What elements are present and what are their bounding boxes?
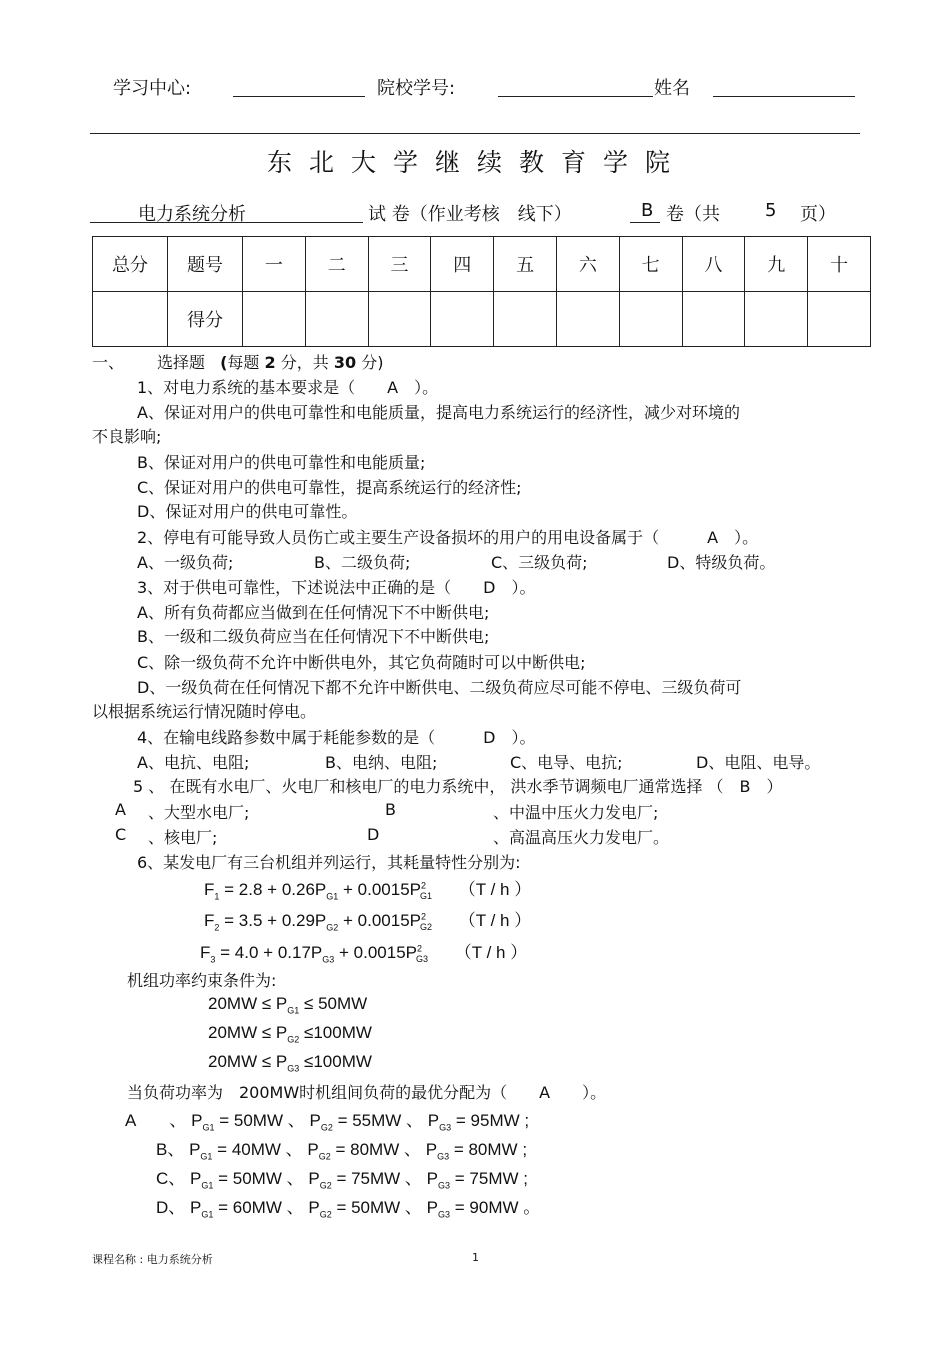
opt-p2: P xyxy=(308,1198,320,1217)
q1-option-a-cont: 不良影响; xyxy=(92,427,162,446)
q4-option-b: B、电纳、电阻; xyxy=(325,753,438,772)
score-cell xyxy=(808,292,871,347)
score-cell xyxy=(745,292,808,347)
q3-option-c: C、除一级负荷不允许中断供电外，其它负荷随时可以中断供电; xyxy=(137,653,586,672)
opt-s1: G1 xyxy=(201,1180,214,1191)
con-op2: ≤100MW xyxy=(304,1023,372,1042)
score-cell xyxy=(682,292,745,347)
constraint-title: 机组功率约束条件为: xyxy=(127,971,277,990)
volume-suffix: 卷（共 xyxy=(666,204,720,225)
opt-p2: P xyxy=(309,1111,321,1130)
eq-lhs-sub: 1 xyxy=(214,891,220,902)
score-cell xyxy=(619,292,682,347)
eq-unit: （T / h ） xyxy=(458,880,532,899)
con-sub: G2 xyxy=(287,1034,300,1045)
q3-option-b: B、一级和二级负荷应当在任何情况下不中断供电; xyxy=(137,627,490,646)
q1-stem: 1、对电力系统的基本要求是（ A ）。 xyxy=(137,378,439,397)
constraint-3 xyxy=(208,1052,372,1073)
q1-option-b: B、保证对用户的供电可靠性和电能质量; xyxy=(137,453,426,472)
opt-v1: = 60MW 、 xyxy=(218,1198,304,1217)
paper-type: 试 卷（作业考核 线下） xyxy=(368,204,572,225)
eq-lhs-sub: 3 xyxy=(210,954,216,965)
opt-p2: P xyxy=(307,1140,319,1159)
score-cell xyxy=(368,292,431,347)
footer-course: 课程名称 : 电力系统分析 xyxy=(92,1253,213,1266)
eq-lhs: F xyxy=(204,880,215,899)
q5-option-a: 、大型水电厂; xyxy=(148,803,250,822)
eq-c0: = 3.5 xyxy=(224,911,263,930)
question-header: 五 xyxy=(494,237,557,292)
points-each: 2 xyxy=(264,353,276,372)
q5-option-d-letter: D xyxy=(367,825,380,844)
q2-option-d: D、特级负荷。 xyxy=(667,553,776,572)
eq-lhs-sub: 2 xyxy=(214,922,220,933)
opt-v3: = 75MW ; xyxy=(454,1169,528,1188)
eq-sub2: G1 xyxy=(420,891,433,902)
eq-c0: = 2.8 xyxy=(224,880,263,899)
opt-s3: G3 xyxy=(438,1180,451,1191)
opt-v1: = 50MW 、 xyxy=(218,1169,304,1188)
question-header: 八 xyxy=(682,237,745,292)
page-title: 东北大学继续教育学院 xyxy=(267,148,688,177)
opt-s1: G1 xyxy=(200,1151,213,1162)
name-blank xyxy=(713,96,855,97)
eq-sup2: 2 xyxy=(417,943,423,954)
score-cell xyxy=(243,292,306,347)
opt-v2: = 55MW 、 xyxy=(337,1111,424,1130)
eq-sub1: G2 xyxy=(326,922,339,933)
eq-c1: + 0.29P xyxy=(267,911,327,930)
note-each: 每题 xyxy=(227,353,260,372)
q2-option-a: A、一级负荷; xyxy=(137,553,234,572)
question-header: 六 xyxy=(556,237,619,292)
opt-v2: = 80MW 、 xyxy=(335,1140,421,1159)
score-label: 得分 xyxy=(168,292,243,347)
opt-s2: G2 xyxy=(318,1151,331,1162)
q1-option-c: C、保证对用户的供电可靠性，提高系统运行的经济性; xyxy=(137,478,522,497)
name-label: 姓名 xyxy=(654,78,690,99)
opt-v1: = 40MW 、 xyxy=(217,1140,303,1159)
q6-question: 当负荷功率为 200MW时机组间负荷的最优分配为（ A ）。 xyxy=(127,1083,607,1102)
opt-v1: = 50MW 、 xyxy=(219,1111,305,1130)
question-header: 十 xyxy=(808,237,871,292)
note-open: ( xyxy=(220,353,228,372)
q5-option-c-letter: C xyxy=(115,825,127,844)
score-cell xyxy=(556,292,619,347)
question-header: 一 xyxy=(243,237,306,292)
q3-option-d-cont: 以根据系统运行情况随时停电。 xyxy=(92,702,317,721)
constraint-2 xyxy=(208,1023,372,1044)
q4-option-a: A、电抗、电阻; xyxy=(137,753,250,772)
total-score-label: 总分 xyxy=(93,237,168,292)
question-number-row xyxy=(93,237,871,292)
question-header: 三 xyxy=(368,237,431,292)
study-center-label: 学习中心: xyxy=(113,78,192,99)
opt-v3: = 80MW ; xyxy=(453,1140,528,1159)
eq-c1: + 0.26P xyxy=(267,880,327,899)
eq-unit: （T / h ） xyxy=(458,911,532,930)
eq-sup2: 2 xyxy=(421,880,427,891)
section-number: 一、 xyxy=(92,353,125,372)
q1-option-a: A、保证对用户的供电可靠性和电能质量，提高电力系统运行的经济性，减少对环境的 xyxy=(137,403,740,422)
pages-suffix: 页） xyxy=(800,204,836,225)
q2-stem: 2、停电有可能导致人员伤亡或主要生产设备损坏的用户的用电设备属于（ A ）。 xyxy=(137,528,759,547)
q5-option-c: 、核电厂; xyxy=(148,828,218,847)
opt-p3: P xyxy=(426,1198,439,1217)
opt-v2: = 75MW 、 xyxy=(336,1169,422,1188)
con-low: 20MW xyxy=(208,994,258,1013)
eq-lhs: F xyxy=(204,911,215,930)
note-unit: 分，共 xyxy=(280,353,329,372)
eq-c2: + 0.0015P xyxy=(343,880,421,899)
opt-p3: P xyxy=(426,1169,439,1188)
con-op1: ≤ P xyxy=(261,1023,288,1042)
opt-letter: A 、 xyxy=(125,1111,187,1130)
eq-c0: = 4.0 xyxy=(220,943,259,962)
q3-option-a: A、所有负荷都应当做到在任何情况下不中断供电; xyxy=(137,603,490,622)
con-op1: ≤ P xyxy=(261,1052,288,1071)
q2-option-b: B、二级负荷; xyxy=(314,553,411,572)
cost-equation-2 xyxy=(204,906,531,932)
pages-total: 5 xyxy=(765,200,777,221)
total-score-cell xyxy=(93,292,168,347)
q6-option-a xyxy=(125,1106,529,1132)
opt-v3: = 95MW ; xyxy=(455,1111,530,1130)
eq-sup2: 2 xyxy=(421,911,427,922)
opt-s3: G3 xyxy=(437,1151,450,1162)
section-title xyxy=(157,350,383,373)
q4-option-c: C、电导、电抗; xyxy=(510,753,623,772)
con-op1: ≤ P xyxy=(261,994,288,1013)
opt-v2: = 50MW 、 xyxy=(336,1198,422,1217)
eq-lhs: F xyxy=(200,943,211,962)
opt-p2: P xyxy=(308,1169,320,1188)
course-name: 电力系统分析 xyxy=(138,204,246,225)
opt-p3: P xyxy=(427,1111,440,1130)
score-cell xyxy=(494,292,557,347)
q5-stem: 5 、 在既有水电厂、火电厂和核电厂的电力系统中， 洪水季节调频电厂通常选择 （ B ） xyxy=(133,777,783,796)
opt-s3: G3 xyxy=(438,1209,451,1220)
opt-p3: P xyxy=(425,1140,438,1159)
con-sub: G3 xyxy=(287,1063,300,1074)
eq-c1: + 0.17P xyxy=(263,943,323,962)
student-id-blank xyxy=(498,96,653,97)
question-header: 七 xyxy=(619,237,682,292)
score-cell xyxy=(431,292,494,347)
opt-p1: P xyxy=(190,1169,202,1188)
eq-unit: （T / h ） xyxy=(454,943,528,962)
score-table xyxy=(92,236,871,347)
q2-option-c: C、三级负荷; xyxy=(491,553,588,572)
q6-option-c xyxy=(156,1164,528,1190)
cost-equation-1 xyxy=(204,875,531,901)
opt-p1: P xyxy=(189,1140,201,1159)
opt-letter: B、 xyxy=(156,1140,185,1159)
opt-s2: G2 xyxy=(320,1122,333,1133)
eq-sub2: G2 xyxy=(420,922,433,933)
q5-option-a-letter: A xyxy=(115,800,126,819)
q4-option-d: D、电阻、电导。 xyxy=(696,753,821,772)
eq-c2: + 0.0015P xyxy=(343,911,421,930)
study-center-blank xyxy=(233,96,365,97)
question-header: 四 xyxy=(431,237,494,292)
opt-v3: = 90MW 。 xyxy=(454,1198,541,1217)
page-number: 1 xyxy=(472,1251,479,1264)
constraint-1 xyxy=(208,994,367,1015)
question-number-label: 题号 xyxy=(168,237,243,292)
q1-option-d: D、保证对用户的供电可靠性。 xyxy=(137,502,358,521)
header-divider xyxy=(90,133,860,134)
eq-c2: + 0.0015P xyxy=(339,943,417,962)
con-op2: ≤ 50MW xyxy=(304,994,368,1013)
con-op2: ≤100MW xyxy=(304,1052,372,1071)
question-header: 九 xyxy=(745,237,808,292)
points-total: 30 xyxy=(333,353,357,372)
q6-option-d xyxy=(156,1193,540,1219)
eq-sub2: G3 xyxy=(416,954,429,965)
section-title-text: 选择题 xyxy=(157,353,206,372)
q5-option-b: 、中温中压火力发电厂; xyxy=(493,803,659,822)
q6-option-b xyxy=(156,1135,527,1161)
q6-stem: 6、某发电厂有三台机组并列运行，其耗量特性分别为: xyxy=(137,853,521,872)
course-underline xyxy=(90,222,363,223)
opt-letter: C、 xyxy=(156,1169,186,1188)
question-header: 二 xyxy=(305,237,368,292)
eq-sub1: G3 xyxy=(322,954,335,965)
volume-underline xyxy=(630,222,660,223)
opt-s2: G2 xyxy=(319,1180,332,1191)
opt-s3: G3 xyxy=(439,1122,452,1133)
q3-stem: 3、对于供电可靠性，下述说法中正确的是（ D ）。 xyxy=(137,578,536,597)
q5-option-d: 、高温高压火力发电厂。 xyxy=(493,828,670,847)
opt-s1: G1 xyxy=(201,1209,214,1220)
volume-letter: B xyxy=(641,200,654,221)
q3-option-d: D、一级负荷在任何情况下都不允许中断供电、二级负荷应尽可能不停电、三级负荷可 xyxy=(137,678,742,697)
con-sub: G1 xyxy=(287,1005,300,1016)
eq-sub1: G1 xyxy=(326,891,339,902)
score-cell xyxy=(305,292,368,347)
opt-s2: G2 xyxy=(319,1209,332,1220)
note-close: 分) xyxy=(361,353,384,372)
score-row xyxy=(93,292,871,347)
cost-equation-3 xyxy=(200,938,527,964)
q4-stem: 4、在输电线路参数中属于耗能参数的是（ D ）。 xyxy=(137,728,536,747)
opt-letter: D、 xyxy=(156,1198,186,1217)
opt-p1: P xyxy=(190,1198,202,1217)
student-id-label: 院校学号: xyxy=(377,78,456,99)
con-low: 20MW xyxy=(208,1023,258,1042)
opt-p1: P xyxy=(191,1111,203,1130)
q5-option-b-letter: B xyxy=(385,800,396,819)
con-low: 20MW xyxy=(208,1052,258,1071)
opt-s1: G1 xyxy=(202,1122,215,1133)
